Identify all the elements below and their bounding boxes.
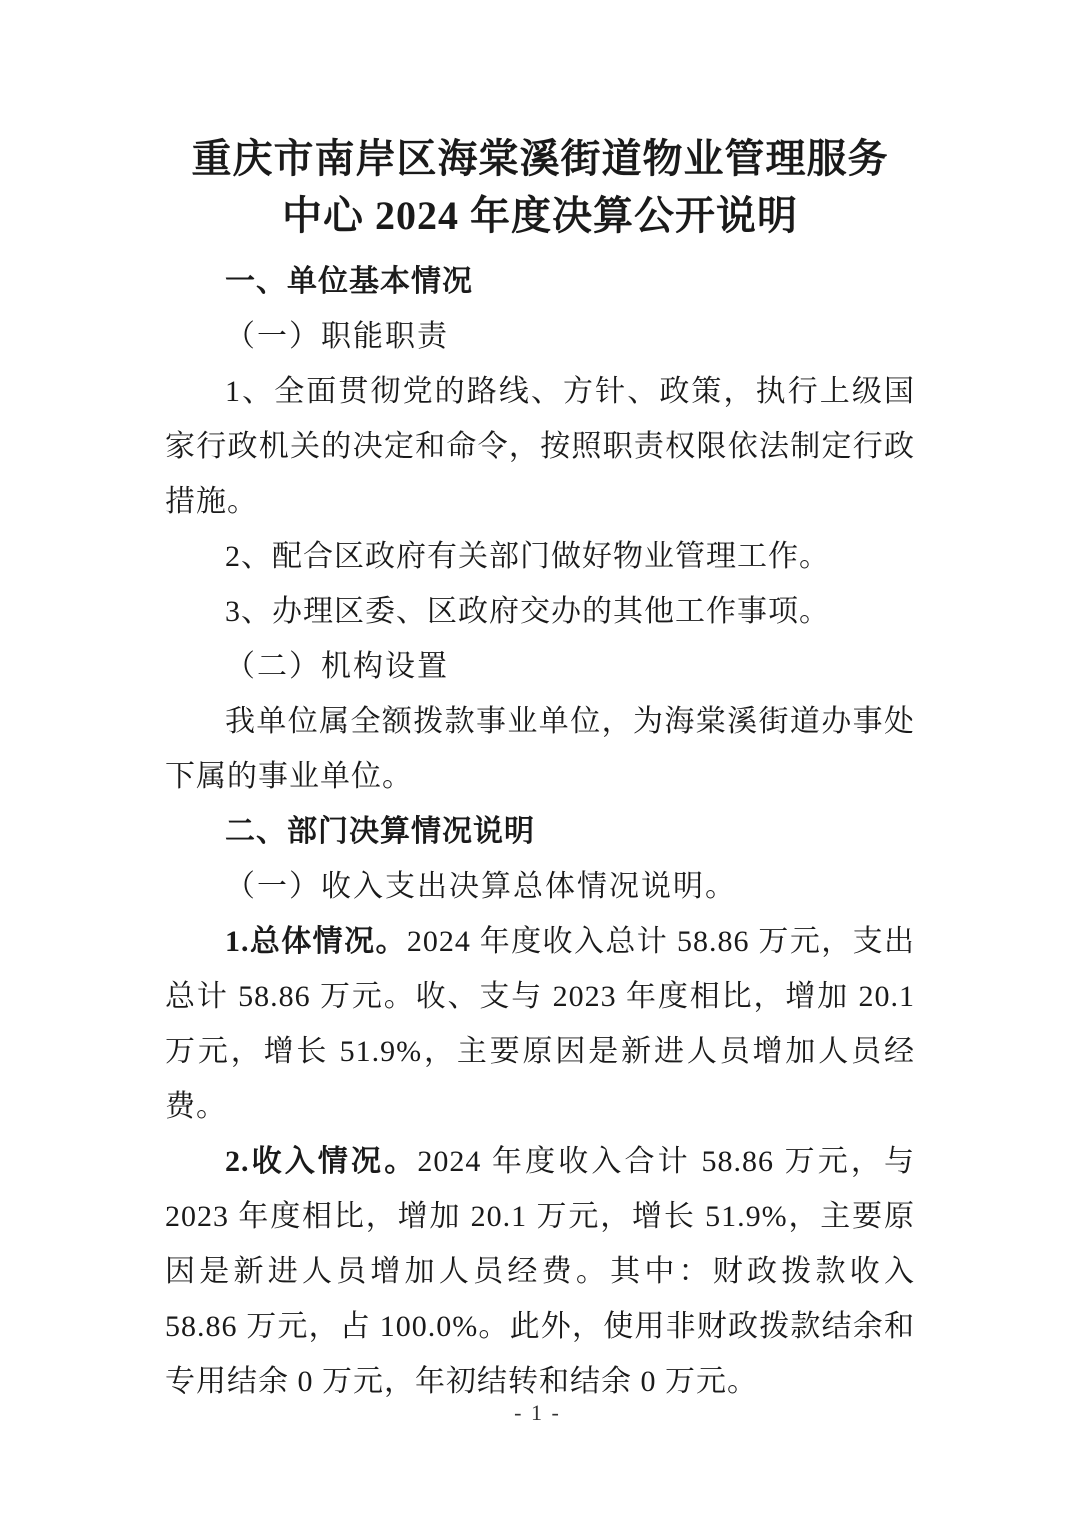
document-body <box>165 254 915 1409</box>
paragraph-overall-lead: 1.总体情况。 <box>225 925 407 958</box>
document-title-line-1: 重庆市南岸区海棠溪街道物业管理服务 <box>191 136 889 181</box>
page-number: - 1 - <box>514 1400 561 1425</box>
paragraph-income-situation <box>165 1134 915 1409</box>
paragraph-duty-2: 2、配合区政府有关部门做好物业管理工作。 <box>225 540 830 573</box>
subsection-heading-organization: （二）机构设置 <box>225 650 449 683</box>
subsection-heading-duties: （一）职能职责 <box>225 320 449 353</box>
paragraph-overall-text: 2024 年度收入总计 58.86 万元，支出总计 58.86 万元。收、支与 2023 年度相比，增加 20.1 万元，增长 51.9%，主要原因是新进人员增加人员经费。 <box>165 925 916 1123</box>
paragraph-duty-1: 1、全面贯彻党的路线、方针、政策，执行上级国家行政机关的决定和命令，按照职责权限依法制定行政措施。 <box>165 375 915 518</box>
document-title <box>165 130 915 244</box>
section-heading-unit-basic-info: 一、单位基本情况 <box>225 265 473 298</box>
document-title-line-2: 中心 2024 年度决算公开说明 <box>282 193 798 238</box>
subsection-heading-income-expense-overview: （一）收入支出决算总体情况说明。 <box>225 870 737 903</box>
paragraph-duty-3: 3、办理区委、区政府交办的其他工作事项。 <box>225 595 830 628</box>
paragraph-overall-situation <box>165 914 915 1134</box>
paragraph-organization: 我单位属全额拨款事业单位，为海棠溪街道办事处下属的事业单位。 <box>165 705 915 793</box>
paragraph-income-text: 2024 年度收入合计 58.86 万元，与 2023 年度相比，增加 20.1 万元，增长 51.9%，主要原因是新进人员增加人员经费。其中：财政拨款收入 58.86 万元，占 100.0%。此外，使用非财政拨款结余和专用结余 0 万元，年初结转和结余 0 万元。 <box>165 1145 916 1398</box>
paragraph-income-lead: 2.收入情况。 <box>225 1145 418 1178</box>
section-heading-final-accounts: 二、部门决算情况说明 <box>225 815 535 848</box>
